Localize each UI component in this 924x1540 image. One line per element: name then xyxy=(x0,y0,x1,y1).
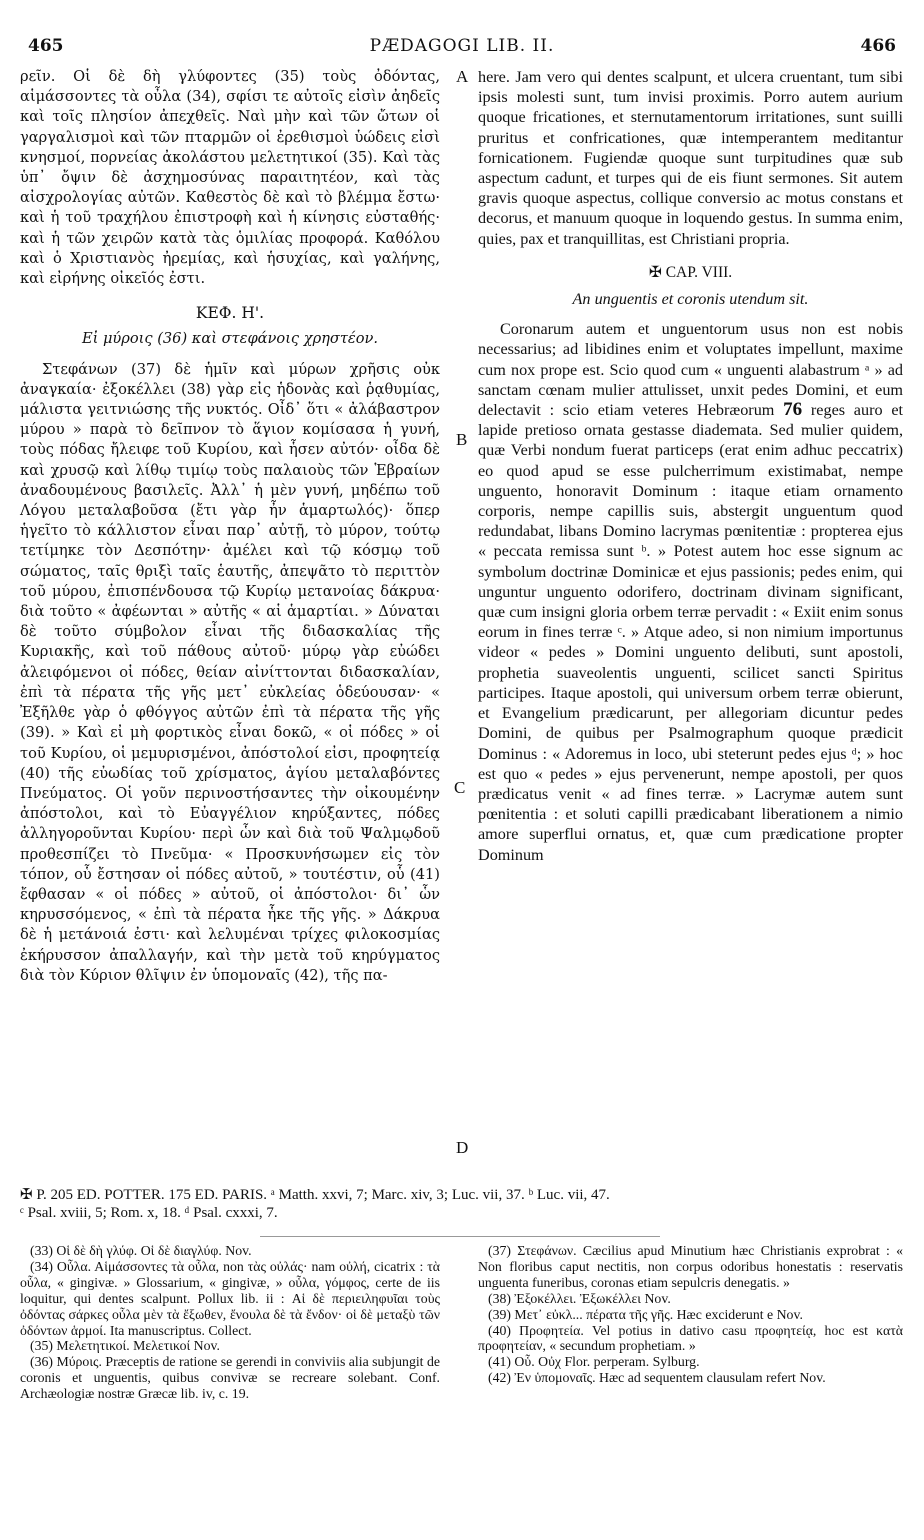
footnote-divider xyxy=(260,1236,660,1237)
greek-paragraph-1: ρεῖν. Οἱ δὲ δὴ γλύφοντες (35) τοὺς ὀδόντας, αἱμάσσοντες τὰ οὖλα (34), σφίσι τε αὐτοῖς εἰσὶν ἀηδεῖς καὶ τοῖς πλησίον ἀπεχθεῖς. Ναὶ μὴν καὶ τῶν ὤτων οἱ γαργαλισμοὶ καὶ τῶν πταρμῶν οἱ ἐρεθισμοὶ ὑώδεις εἰσὶ κνησμοί, πορνείας ἀκολάστου μελετητικοί (35). Καὶ τὰς ὑπ᾽ ὄψιν δὲ ἀσχημοσύνας παραιτητέον, καὶ τὰς αἰσχρολογίας αὐτῶν. Καθεστὸς δὲ καὶ τὸ βλέμμα ἔστω· καὶ ἡ τοῦ τραχήλου ἐπιστροφὴ καὶ ἡ κίνησις εὐσταθής· καὶ ἡ τῶν χειρῶν κατὰ τὰς ὁμιλίας προφορά. Καθόλου καὶ ὁ Χριστιανὸς ἠρεμίας, καὶ ἡσυχίας, καὶ γαλήνης, καὶ εἰρήνης οἰκεῖός ἐστι. xyxy=(20,68,440,288)
greek-chapter-heading: ΚΕΦ. Η'. xyxy=(195,304,265,323)
footnote: (40) Προφητεία. Vel potius in dativo casu προφητείᾳ, hoc est κατὰ προφητείαν, « secundum prophetiam. » xyxy=(478,1322,903,1354)
latin-column xyxy=(478,67,903,865)
edition-marker-76: 76 xyxy=(783,399,803,421)
footnote: (41) Οὗ. Οὐχ Flor. perperam. Sylburg. xyxy=(488,1354,700,1370)
margin-letter-a: A xyxy=(456,67,469,86)
greek-chapter-title: Εἰ μύροις (36) καὶ στεφάνοις χρηστέον. xyxy=(81,330,379,348)
latin-chapter-title: An unguentis et coronis utendum sit. xyxy=(572,290,809,309)
latin-paragraph-2-rest: reges auro et lapide pretioso ornata gestasse diademata. Sed mulier quidem, quæ Verbi nondum fuerat particeps (erat enim adhuc peccatrix) eo quod apud se esse pulcherrimum existimabat, nempe unguento, honoravit Dominum : itaque etiam ornamento corporis, nempe capillis suis, abstergit unguentum quod redundabat, libans Domino lacrymas pœnitentiæ : propterea ejus « peccata remissa sunt ᵇ. » Potest autem hoc esse signum ac symbolum doctrinæ Dominicæ et ejus passionis; pedes enim, qui unguntur unguento odorifero, doctrinam divinam significant, quæ cum insigni gloria orbem terræ pervadit : « Exiit enim sonus eorum in fines terræ ᶜ. » Atque adeo, si non nimium importunus videor « pedes » Domini unguento delibuti, sunt apostoli, prophetia suaveolentis unguenti, scilicet sancti Spiritus participes. Itaque apostoli, qui universum orbem terræ obierunt, et Evangelium prædicarunt, per allegoriam dicuntur pedes Domini, de quibus per Psalmographum quoque prædicit Dominus : « Adoremus in loco, ubi steterunt pedes ejus ᵈ; » hoc est quo « pedes » ejus pervenerunt, nempe apostoli, per quos prædicatus venit « ad fines terræ. » Lacrymæ autem sunt pœnitentia : et soluti capilli prædicabant liberationem a nimio amore superflui ornatus, et, quæ cum prædicatione propter Dominum xyxy=(478,401,903,864)
latin-chapter-heading: ✠ CAP. VIII. xyxy=(648,263,733,281)
greek-paragraph-2: Στεφάνων (37) δὲ ἡμῖν καὶ μύρων χρῆσις οὐκ ἀναγκαία· ἐξοκέλλει (38) γὰρ εἰς ἡδονὰς καὶ ῥᾳθυμίας, μάλιστα γειτνιώσης τῆς νυκτός. Οἶδ᾽ ὅτι « ἀλάβαστρον μύρου » παρὰ τὸ δεῖπνον τὸ ἅγιον κομίσασα ἡ γυνή, τοὺς πόδας ἤλειφε τοῦ Κυρίου, καὶ ἧσεν αὐτόν· οἶδα δὲ καὶ χρυσῷ καὶ λίθῳ τιμίῳ τοὺς παλαιοὺς τῶν Ἑβραίων ἀναδουμένους βασιλεῖς. Ἀλλ᾽ ἡ μὲν γυνή, μηδέπω τοῦ Λόγου μεταλαβοῦσα (ἔτι γὰρ ἦν ἁμαρτωλός)· ὅπερ ἡγεῖτο τὸ κάλλιστον εἶναι παρ᾽ αὐτῇ, τὸ μύρον, τούτῳ τετίμηκε τὸν Δεσπότην· ἀμέλει καὶ τῷ κόσμῳ τοῦ σώματος, ταῖς θριξὶ ταῖς ἑαυτῆς, ἀπεψᾶτο τὸ περιττὸν τοῦ μύρου, ἐπισπένδουσα τῷ Κυρίῳ μετανοίας δάκρυα· διὰ τοῦτο « ἀφέωνται » αὐτῆς « αἱ ἁμαρτίαι. » Δύναται δὲ τοῦτο σύμβολον εἶναι τῆς διδασκαλίας τῆς Κυριακῆς, καὶ τοῦ πάθους αὐτοῦ· μύρῳ γὰρ εὐώδει ἀλειφόμενοι οἱ πόδες, θείαν αἰνίττονται διδασκαλίαν, ἐπὶ τὰ πέρατα τῆς γῆς μετ᾽ εὐκλείας ὁδεύουσαν· « Ἐξῆλθε γὰρ ὁ φθόγγος αὐτῶν ἐπὶ τὰ πέρατα τῆς γῆς (39). » Καὶ εἰ μὴ φορτικὸς εἶναι δοκῶ, « οἱ πόδες » οἱ τοῦ Κυρίου, οἱ μεμυρισμένοι, ἀπόστολοί εἰσι, προφητείᾳ (40) τῆς εὐωδίας τοῦ χρίσματος, ἁγίου μεταλαβόντες Πνεύματος. Οἱ γοῦν περινοστήσαντες τὴν οἰκουμένην ἀπόστολοι, καὶ τὸ Εὐαγγέλιον κηρύξαντες, πόδες ἀλληγοροῦνται Κυρίου· περὶ ὧν καὶ διὰ τοῦ Ψαλμῳδοῦ προθεσπίζει τὸ Πνεῦμα· « Προσκυνήσωμεν εἰς τὸν τόπον, οὗ ἔστησαν οἱ πόδες αὐτοῦ, » τουτέστιν, οὗ (41) ἔφθασαν « οἱ πόδες » αὐτοῦ, οἱ ἀπόστολοι· δι᾽ ὧν κηρυσσόμενος, « ἐπὶ τὰ πέρατα ἧκε τῆς γῆς. » Δάκρυα δὲ ἡ μετάνοιά ἐστι· καὶ λελυμέναι τρίχες φιλοκοσμίας ἐκήρυσσον ἀπαλλαγήν, καὶ τὴν μετὰ τοῦ κηρύγματος διὰ τὸν Κύριον θλῖψιν ἐν ὑπομοναῖς (42), τῆς πα- xyxy=(20,360,440,984)
footnote: (33) Οἱ δὲ δὴ γλύφ. Οἱ δὲ διαγλύφ. Nov. xyxy=(30,1243,252,1258)
footnote: (34) Οὖλα. Αἱμάσσοντες τὰ οὖλα, non τὰς οὐλάς· nam οὐλή, cicatrix : τὰ οὖλα, « gingivæ. » Glossarium, « gingivæ, » οὖλα, γόμφος, certe de iis loquitur, qui dentes scalpunt. Pollux lib. ii : Αἱ δὲ περιειληφυῖαι τοὺς ὀδόντας σάρκες οὖλα μὲν τὰ ἔξωθεν, ἔνουλα δὲ τὰ ἔνδον· οἱ δὲ μεταξὺ τῶν ὀδόντων ἁρμοί. Ita manuscriptus. Collect. xyxy=(20,1258,440,1338)
footnote: (35) Μελετητικοί. Μελετικοί Nov. xyxy=(30,1338,220,1354)
page-number-left: 465 xyxy=(28,36,64,56)
running-title: PÆDAGOGI LIB. II. xyxy=(369,36,555,56)
latin-paragraph-1: here. Jam vero qui dentes scalpunt, et ulcera cruentant, tum sibi ipsis molesti sunt, tum invisi proximis. Porro autem aurium quoque fricationes, et sternutamentorum irritationes, sunt suilli pruritus et confricationes, quæ intemperantem meditantur fornicationem. Fugiendæ quoque sunt turpitudines quæ sub aspectum cadunt, et turpes qui de eis fiunt sermones. Sit autem gravis quoque aspectus, collique conversio ac motus constans et decorus, et manuum quoque in loquendo gestus. In summa enim, quies, pax et tranquillitas, est Christiani propria. xyxy=(478,68,903,248)
page-number-right: 466 xyxy=(860,36,896,56)
footnote: (39) Μετ᾽ εὐκλ... πέρατα τῆς γῆς. Hæc exciderunt e Nov. xyxy=(488,1306,803,1322)
scripture-references xyxy=(20,1186,904,1222)
footnotes-left xyxy=(20,1243,440,1402)
page-header xyxy=(28,36,896,62)
margin-letter-c: C xyxy=(454,778,466,797)
footnote: (37) Στεφάνων. Cæcilius apud Minutium hæc Christianis exprobrat : « Non floribus caput nectitis, non corpus odoribus honestatis : reservatis unguenta funeribus, coronas etiam sepulcris denegatis. » xyxy=(478,1243,903,1290)
margin-letter-d: D xyxy=(456,1138,469,1157)
references-line-1: ✠ P. 205 ED. POTTER. 175 ED. PARIS. ᵃ Matth. xxvi, 7; Marc. xiv, 3; Luc. vii, 37. ᵇ Luc. vii, 47. xyxy=(20,1187,610,1203)
footnotes-right xyxy=(478,1243,903,1386)
greek-column xyxy=(20,67,440,986)
references-line-2: ᶜ Psal. xviii, 5; Rom. x, 18. ᵈ Psal. cxxxi, 7. xyxy=(20,1205,278,1221)
footnote: (38) Ἐξοκέλλει. Ἐξωκέλλει Nov. xyxy=(488,1290,671,1306)
latin-paragraph-2 xyxy=(478,319,903,864)
latin-paragraph-2-start: Coronarum autem et unguentorum usus non est nobis necessarius; ad libidines enim et voluptates impellunt, maxime cum nox prope est. Scio quod cum « unguenti alabastrum ᵃ » ad sanctam cœnam mulier attulisset, unxit pedes Domini, et eum delectavit : scio etiam veteres Hebræorum xyxy=(478,320,903,420)
margin-letter-b: B xyxy=(456,430,468,449)
footnote: (42) Ἐν ὑπομοναῖς. Hæc ad sequentem clausulam refert Nov. xyxy=(488,1370,826,1386)
footnote: (36) Μύροις. Præceptis de ratione se gerendi in conviviis alia subjungit de coronis et unguentis, quibus convivæ se recreare solebant. Conf. Archæologiæ nostræ Græcæ lib. iv, c. 19. xyxy=(20,1354,440,1402)
